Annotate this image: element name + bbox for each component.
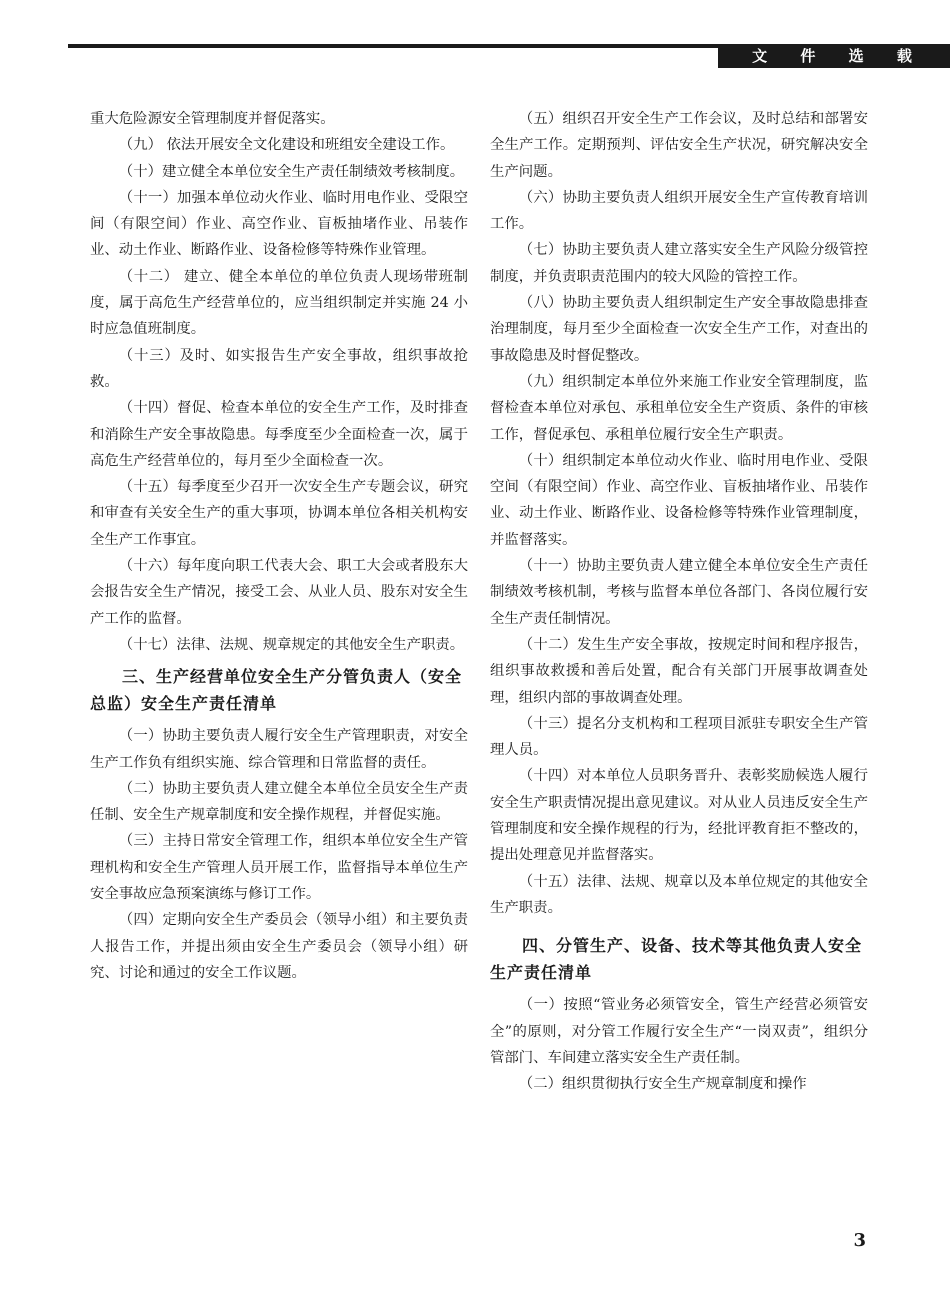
- paragraph: 重大危险源安全管理制度并督促落实。: [90, 111, 335, 127]
- paragraph: （三）主持日常安全管理工作，组织本单位安全生产管理机构和安全生产管理人员开展工作，监督指导本单位生产安全事故应急预案演练与修订工作。: [90, 833, 468, 903]
- paragraph: （二）组织贯彻执行安全生产规章制度和操作: [518, 1076, 807, 1093]
- section-heading-3: 三、生产经营单位安全生产分管负责人（安全总监）安全生产责任清单: [90, 667, 463, 713]
- paragraph: （十七）法律、法规、规章规定的其他安全生产职责。: [118, 636, 465, 653]
- section-tab: 文 件 选 载: [718, 44, 950, 68]
- paragraph: （十）建立健全本单位安全生产责任制绩效考核制度。: [118, 163, 465, 180]
- paragraph: （十三）及时、如实报告生产安全事故，组织事故抢救。: [90, 347, 468, 390]
- paragraph: （十六）每年度向职工代表大会、职工大会或者股东大会报告安全生产情况，接受工会、从业人员、股东对安全生产工作的监督。: [90, 558, 468, 627]
- paragraph: （七）协助主要负责人建立落实安全生产风险分级管控制度，并负责职责范围内的较大风险的管控工作。: [490, 242, 868, 285]
- paragraph: （九） 依法开展安全文化建设和班组安全建设工作。: [118, 137, 455, 154]
- paragraph: （十三）提名分支机构和工程项目派驻专职安全生产管理人员。: [490, 715, 868, 759]
- paragraph: （一）协助主要负责人履行安全生产管理职责，对安全生产工作负有组织实施、综合管理和日常监督的责任。: [90, 728, 468, 771]
- right-column: [490, 106, 868, 1097]
- paragraph: （十一）加强本单位动火作业、临时用电作业、受限空间（有限空间）作业、高空作业、盲板抽堵作业、吊装作业、动土作业、断路作业、设备检修等特殊作业管理。: [90, 189, 468, 259]
- paragraph: （十四）督促、检查本单位的安全生产工作，及时排查和消除生产安全事故隐患。每季度至少全面检查一次，属于高危生产经营单位的，每月至少全面检查一次。: [90, 400, 468, 469]
- paragraph: （十）组织制定本单位动火作业、临时用电作业、受限空间（有限空间）作业、高空作业、盲板抽堵作业、吊装作业、动土作业、断路作业、设备检修等特殊作业管理制度，并监督落实。: [490, 452, 868, 548]
- paragraph: （十二）发生生产安全事故，按规定时间和程序报告，组织事故救援和善后处置，配合有关部门开展事故调查处理，组织内部的事故调查处理。: [490, 636, 868, 706]
- paragraph: （九）组织制定本单位外来施工作业安全管理制度，监督检查本单位对承包、承租单位安全生产资质、条件的审核工作，督促承包、承租单位履行安全生产职责。: [490, 373, 868, 443]
- paragraph: （六）协助主要负责人组织开展安全生产宣传教育培训工作。: [490, 189, 868, 233]
- paragraph: （一）按照“管业务必须管安全，管生产经营必须管安全”的原则，对分管工作履行安全生产“一岗双责”，组织分管部门、车间建立落实安全生产责任制。: [490, 997, 868, 1066]
- page-number: 3: [853, 1230, 866, 1251]
- paragraph: （五）组织召开安全生产工作会议，及时总结和部署安全生产工作。定期预判、评估安全生产状况，研究解决安全生产问题。: [490, 111, 868, 180]
- paragraph: （二）协助主要负责人建立健全本单位全员安全生产责任制、安全生产规章制度和安全操作规程，并督促实施。: [90, 780, 468, 824]
- paragraph: （八）协助主要负责人组织制定生产安全事故隐患排查治理制度，每月至少全面检查一次安全生产工作，对查出的事故隐患及时督促整改。: [490, 295, 868, 364]
- paragraph: （十五）法律、法规、规章以及本单位规定的其他安全生产职责。: [490, 873, 868, 916]
- paragraph: （十五）每季度至少召开一次安全生产专题会议，研究和审查有关安全生产的重大事项，协调本单位各相关机构安全生产工作事宜。: [90, 479, 468, 548]
- paragraph: （四）定期向安全生产委员会（领导小组）和主要负责人报告工作，并提出须由安全生产委员会（领导小组）研究、讨论和通过的安全工作议题。: [90, 912, 468, 981]
- paragraph: （十一）协助主要负责人建立健全本单位安全生产责任制绩效考核机制，考核与监督本单位各部门、各岗位履行安全生产责任制情况。: [490, 558, 868, 627]
- section-heading-4: 四、分管生产、设备、技术等其他负责人安全生产责任清单: [490, 936, 863, 982]
- left-column: [90, 106, 468, 986]
- paragraph: （十二） 建立、健全本单位的单位负责人现场带班制度，属于高危生产经营单位的，应当组织制定并实施 24 小时应急值班制度。: [90, 268, 468, 338]
- paragraph: （十四）对本单位人员职务晋升、表彰奖励候选人履行安全生产职责情况提出意见建议。对从业人员违反安全生产管理制度和安全操作规程的行为，经批评教育拒不整改的，提出处理意见并监督落实。: [490, 768, 868, 864]
